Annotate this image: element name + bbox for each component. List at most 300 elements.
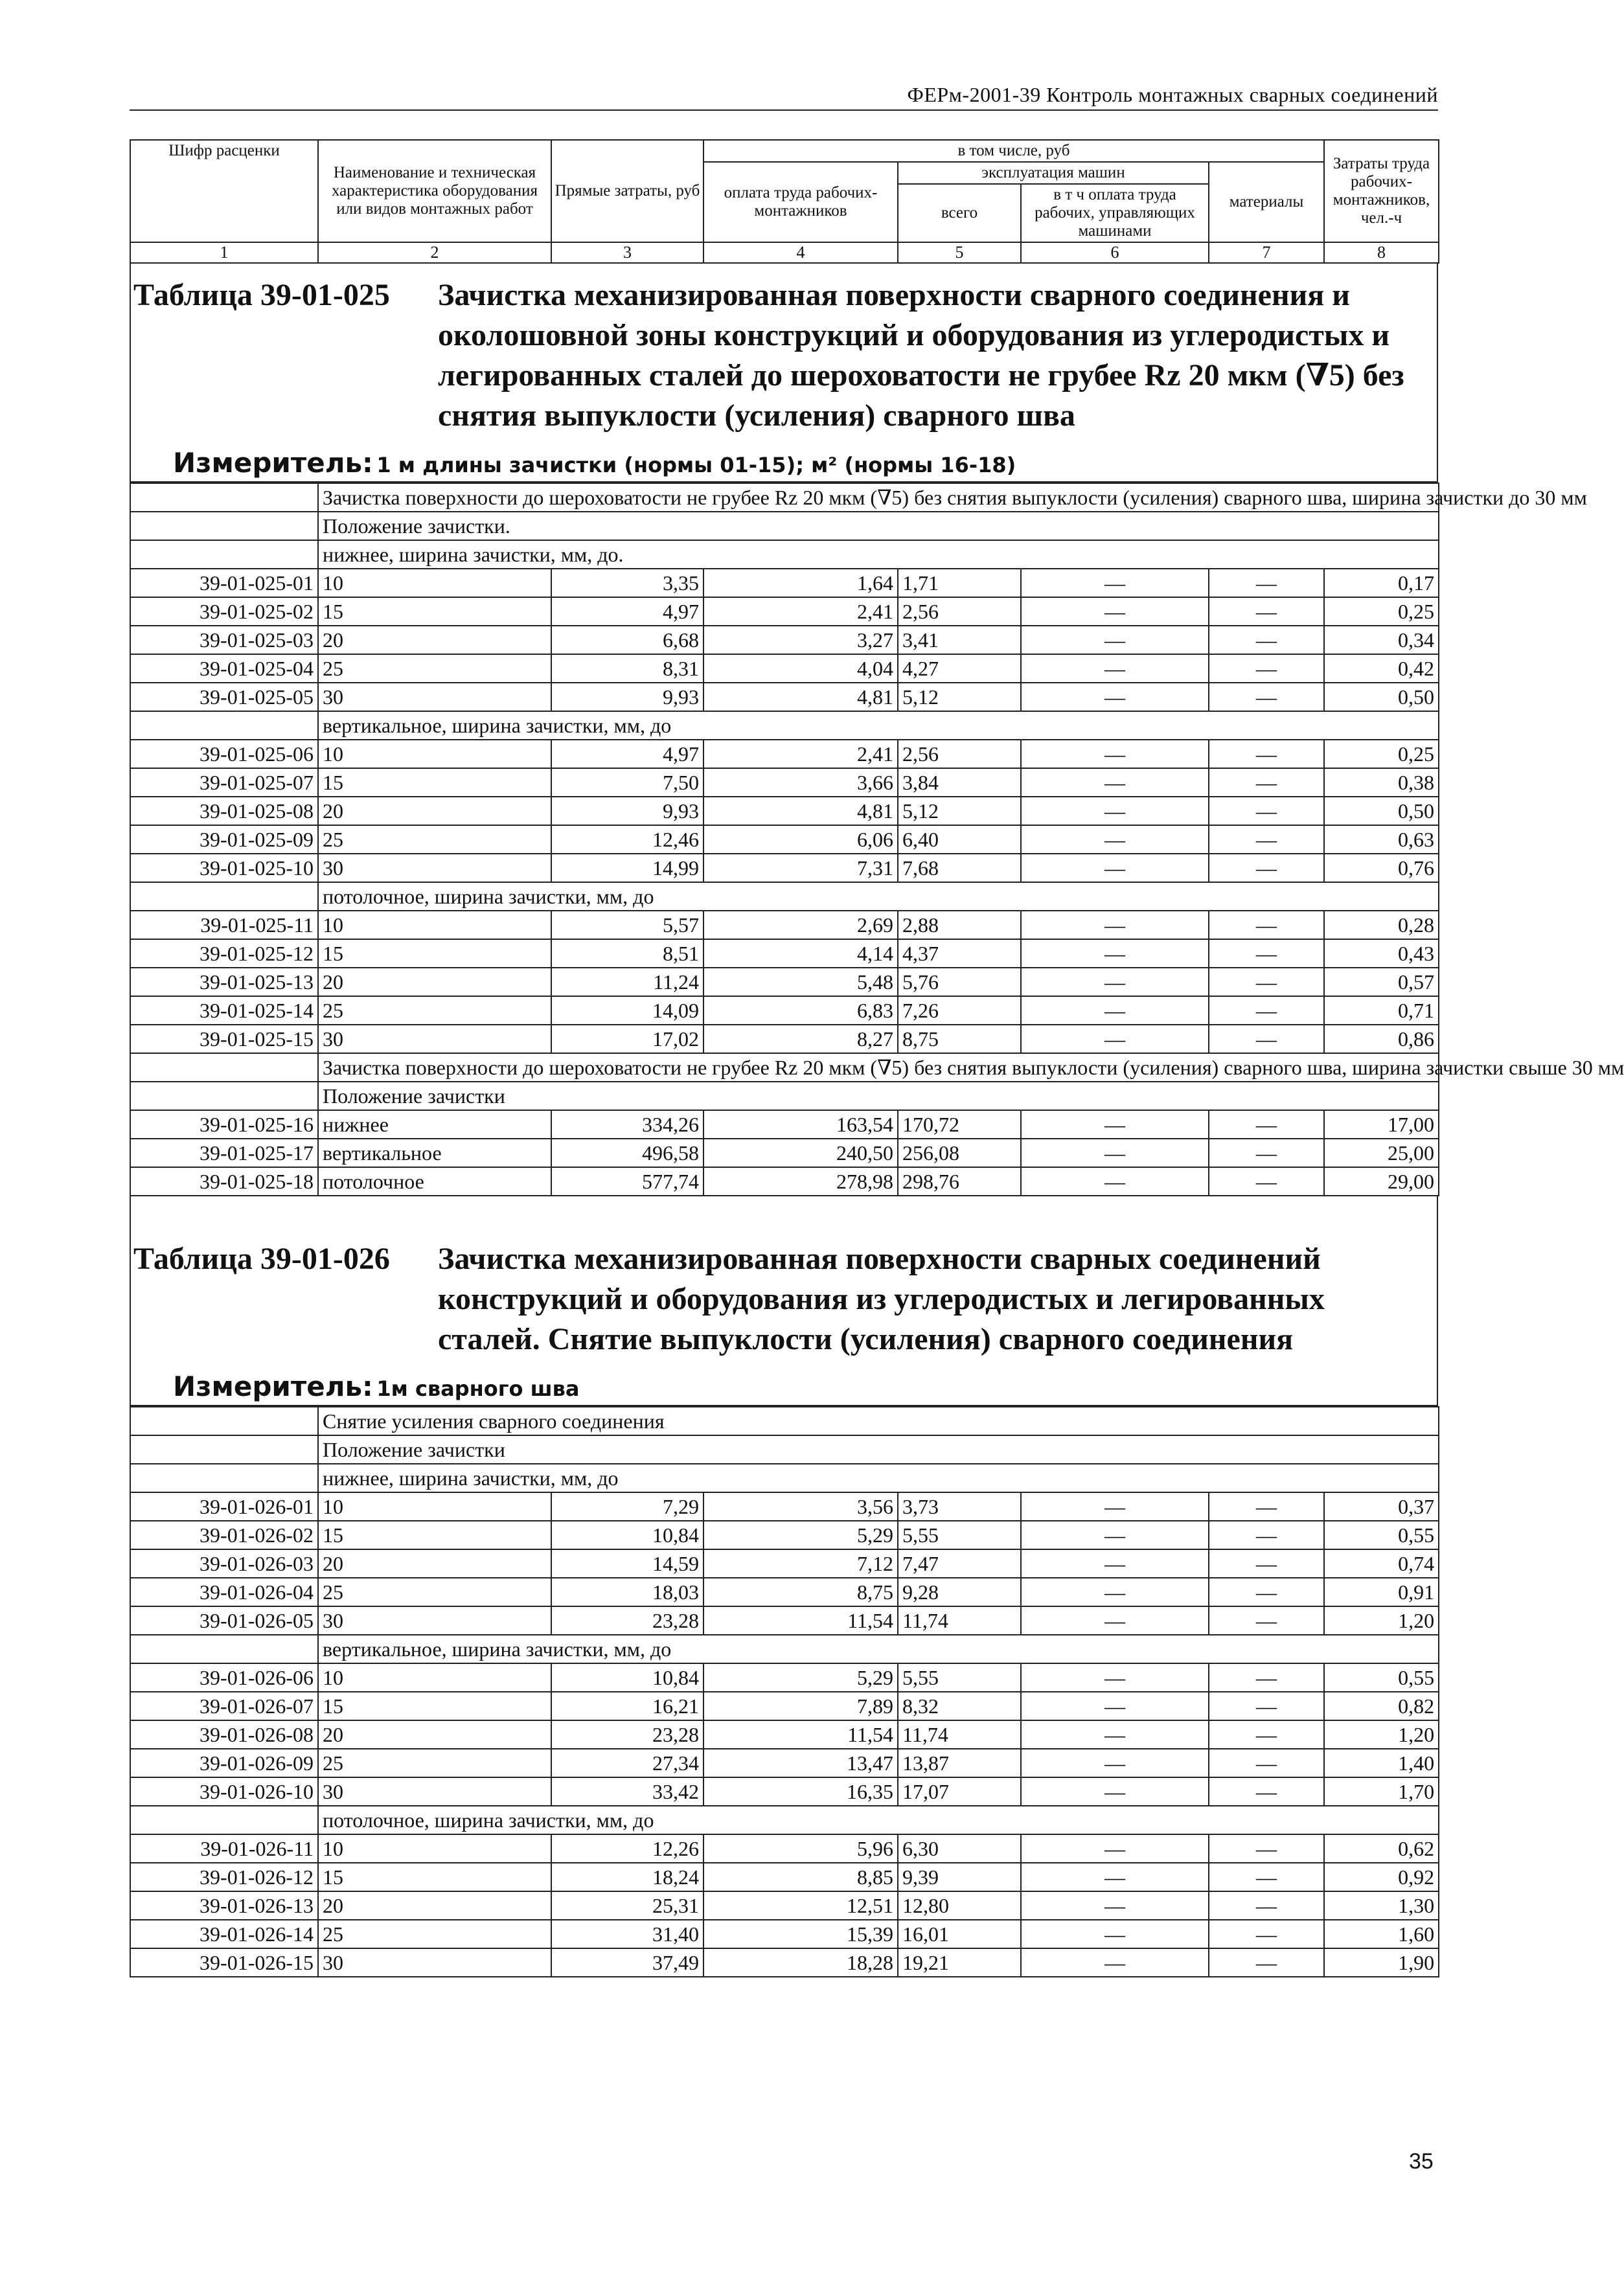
cell-name: 10 xyxy=(318,1834,551,1863)
table-row xyxy=(130,768,1439,797)
cell-wages: 4,81 xyxy=(703,797,898,825)
table-title-block xyxy=(130,1227,1438,1369)
cell-operator: — xyxy=(1021,1863,1209,1891)
cell-operator: — xyxy=(1021,911,1209,939)
cell-direct: 18,03 xyxy=(551,1578,703,1606)
col-total-header: всего xyxy=(898,184,1021,242)
section-heading-row xyxy=(130,483,1439,512)
cell-direct: 577,74 xyxy=(551,1167,703,1196)
cell-direct: 23,28 xyxy=(551,1720,703,1749)
cell-name: 30 xyxy=(318,1025,551,1053)
col-number: 6 xyxy=(1021,242,1209,263)
cell-materials: — xyxy=(1209,1167,1324,1196)
table-row xyxy=(130,597,1439,626)
cell-code: 39-01-026-10 xyxy=(130,1777,318,1806)
section-heading-row xyxy=(130,512,1439,540)
cell-wages: 3,27 xyxy=(703,626,898,654)
cell-materials: — xyxy=(1209,1920,1324,1948)
cell-name: нижнее xyxy=(318,1110,551,1139)
cell-name: 15 xyxy=(318,939,551,968)
cell-total: 5,55 xyxy=(898,1521,1021,1549)
section-heading: Зачистка поверхности до шероховатости не грубее Rz 20 мкм (∇5) без снятия выпуклости (усиления) сварного шва, ширина зачистки свыше 30 мм xyxy=(318,1053,1439,1082)
cell-labor: 0,25 xyxy=(1324,597,1439,626)
cell-operator: — xyxy=(1021,825,1209,854)
cell-materials: — xyxy=(1209,1948,1324,1977)
cell-name: 25 xyxy=(318,1749,551,1777)
cell-labor: 0,17 xyxy=(1324,569,1439,597)
measure-value: 1м сварного шва xyxy=(376,1376,580,1401)
cell-labor: 0,34 xyxy=(1324,626,1439,654)
cell-total: 12,80 xyxy=(898,1891,1021,1920)
cell-operator: — xyxy=(1021,654,1209,683)
cell-labor: 0,92 xyxy=(1324,1863,1439,1891)
cell-wages: 15,39 xyxy=(703,1920,898,1948)
cell-direct: 23,28 xyxy=(551,1606,703,1635)
cell-direct: 27,34 xyxy=(551,1749,703,1777)
cell-total: 19,21 xyxy=(898,1948,1021,1977)
cell-materials: — xyxy=(1209,1720,1324,1749)
cell-direct: 25,31 xyxy=(551,1891,703,1920)
cell-code: 39-01-026-02 xyxy=(130,1521,318,1549)
cell-direct: 5,57 xyxy=(551,911,703,939)
measure-label: Измеритель: xyxy=(173,447,373,479)
cell-total: 7,26 xyxy=(898,996,1021,1025)
cell-labor: 0,91 xyxy=(1324,1578,1439,1606)
blank-cell xyxy=(130,1407,318,1435)
cell-code: 39-01-026-14 xyxy=(130,1920,318,1948)
cell-direct: 14,99 xyxy=(551,854,703,882)
blank-cell xyxy=(130,1082,318,1110)
cell-labor: 17,00 xyxy=(1324,1110,1439,1139)
cell-materials: — xyxy=(1209,626,1324,654)
cell-code: 39-01-026-07 xyxy=(130,1692,318,1720)
blank-cell xyxy=(130,1053,318,1082)
cell-labor: 0,86 xyxy=(1324,1025,1439,1053)
cell-labor: 1,70 xyxy=(1324,1777,1439,1806)
cell-name: 20 xyxy=(318,797,551,825)
section-heading-row xyxy=(130,711,1439,740)
cell-materials: — xyxy=(1209,968,1324,996)
col-number: 1 xyxy=(130,242,318,263)
section-heading-row xyxy=(130,882,1439,911)
table-row xyxy=(130,1834,1439,1863)
cell-labor: 1,40 xyxy=(1324,1749,1439,1777)
col-number: 8 xyxy=(1324,242,1439,263)
cell-total: 8,32 xyxy=(898,1692,1021,1720)
cell-total: 9,39 xyxy=(898,1863,1021,1891)
col-including-header: в том числе, руб xyxy=(703,140,1324,162)
cell-code: 39-01-025-08 xyxy=(130,797,318,825)
measure-line xyxy=(130,445,1438,483)
cell-operator: — xyxy=(1021,1834,1209,1863)
cell-wages: 12,51 xyxy=(703,1891,898,1920)
cell-wages: 8,27 xyxy=(703,1025,898,1053)
table-gap xyxy=(130,1196,1438,1227)
measure-label: Измеритель: xyxy=(173,1371,373,1402)
cell-materials: — xyxy=(1209,854,1324,882)
cell-labor: 1,20 xyxy=(1324,1720,1439,1749)
cell-labor: 0,28 xyxy=(1324,911,1439,939)
cell-labor: 0,74 xyxy=(1324,1549,1439,1578)
cell-direct: 17,02 xyxy=(551,1025,703,1053)
col-number: 7 xyxy=(1209,242,1324,263)
cell-wages: 8,75 xyxy=(703,1578,898,1606)
cell-name: 15 xyxy=(318,1521,551,1549)
cell-labor: 0,38 xyxy=(1324,768,1439,797)
col-operation-header: эксплуатация машин xyxy=(898,162,1209,184)
cell-direct: 9,93 xyxy=(551,683,703,711)
cell-materials: — xyxy=(1209,825,1324,854)
cell-name: потолочное xyxy=(318,1167,551,1196)
cell-direct: 7,29 xyxy=(551,1492,703,1521)
section-heading: Положение зачистки. xyxy=(318,512,1439,540)
cell-name: 20 xyxy=(318,1720,551,1749)
cell-operator: — xyxy=(1021,1606,1209,1635)
cell-total: 2,88 xyxy=(898,911,1021,939)
cell-operator: — xyxy=(1021,939,1209,968)
cell-total: 8,75 xyxy=(898,1025,1021,1053)
table-row xyxy=(130,1948,1439,1977)
blank-cell xyxy=(130,1435,318,1464)
cell-labor: 25,00 xyxy=(1324,1139,1439,1167)
cell-total: 13,87 xyxy=(898,1749,1021,1777)
col-code-header: Шифр расценки xyxy=(130,140,318,242)
cell-wages: 5,48 xyxy=(703,968,898,996)
cell-operator: — xyxy=(1021,597,1209,626)
cell-wages: 5,29 xyxy=(703,1663,898,1692)
cell-labor: 0,71 xyxy=(1324,996,1439,1025)
col-direct-header: Прямые затраты, руб xyxy=(551,140,703,242)
cell-labor: 1,30 xyxy=(1324,1891,1439,1920)
cell-operator: — xyxy=(1021,996,1209,1025)
cell-materials: — xyxy=(1209,1663,1324,1692)
cell-labor: 0,37 xyxy=(1324,1492,1439,1521)
cell-wages: 5,96 xyxy=(703,1834,898,1863)
cell-wages: 1,64 xyxy=(703,569,898,597)
cell-total: 298,76 xyxy=(898,1167,1021,1196)
cell-name: 15 xyxy=(318,1692,551,1720)
section-heading-row xyxy=(130,1806,1439,1834)
table-row xyxy=(130,968,1439,996)
table-row xyxy=(130,1139,1439,1167)
cell-materials: — xyxy=(1209,996,1324,1025)
cell-materials: — xyxy=(1209,1025,1324,1053)
cell-code: 39-01-026-05 xyxy=(130,1606,318,1635)
cell-total: 9,28 xyxy=(898,1578,1021,1606)
column-header-table xyxy=(130,139,1439,264)
cell-direct: 10,84 xyxy=(551,1521,703,1549)
table-title: Зачистка механизированная поверхности сварных соединений конструкций и оборудования из углеродистых и легированных сталей. Снятие выпуклости (усиления) сварного соединения xyxy=(438,1242,1325,1356)
cell-labor: 0,63 xyxy=(1324,825,1439,854)
cell-name: 25 xyxy=(318,1920,551,1948)
table-title: Зачистка механизированная поверхности сварного соединения и околошовной зоны конструкций и оборудования из углеродистых и легированных сталей до шероховатости не грубее Rz 20 мкм (∇5) без снятия выпуклости (усиления) сварного шва xyxy=(438,278,1404,433)
section-heading-row xyxy=(130,1053,1439,1082)
cell-materials: — xyxy=(1209,569,1324,597)
cell-direct: 33,42 xyxy=(551,1777,703,1806)
table-row xyxy=(130,1110,1439,1139)
table-row xyxy=(130,825,1439,854)
cell-wages: 8,85 xyxy=(703,1863,898,1891)
cell-name: 30 xyxy=(318,854,551,882)
cell-total: 5,12 xyxy=(898,797,1021,825)
cell-direct: 12,26 xyxy=(551,1834,703,1863)
cell-labor: 0,62 xyxy=(1324,1834,1439,1863)
cell-code: 39-01-025-17 xyxy=(130,1139,318,1167)
cell-code: 39-01-026-11 xyxy=(130,1834,318,1863)
cell-wages: 4,81 xyxy=(703,683,898,711)
cell-labor: 0,76 xyxy=(1324,854,1439,882)
table-row xyxy=(130,1777,1439,1806)
cell-code: 39-01-025-04 xyxy=(130,654,318,683)
cell-code: 39-01-026-04 xyxy=(130,1578,318,1606)
cell-wages: 278,98 xyxy=(703,1167,898,1196)
cell-code: 39-01-025-13 xyxy=(130,968,318,996)
cell-direct: 11,24 xyxy=(551,968,703,996)
cell-code: 39-01-025-12 xyxy=(130,939,318,968)
cell-operator: — xyxy=(1021,1663,1209,1692)
table-row xyxy=(130,1025,1439,1053)
table-row xyxy=(130,1749,1439,1777)
cell-total: 11,74 xyxy=(898,1720,1021,1749)
table-row xyxy=(130,654,1439,683)
section-heading-row xyxy=(130,1407,1439,1435)
cell-direct: 10,84 xyxy=(551,1663,703,1692)
col-number: 2 xyxy=(318,242,551,263)
table-row xyxy=(130,797,1439,825)
cell-wages: 5,29 xyxy=(703,1521,898,1549)
section-heading: вертикальное, ширина зачистки, мм, до xyxy=(318,1635,1439,1663)
cell-wages: 16,35 xyxy=(703,1777,898,1806)
cell-materials: — xyxy=(1209,1777,1324,1806)
blank-cell xyxy=(130,512,318,540)
cell-direct: 3,35 xyxy=(551,569,703,597)
cell-code: 39-01-025-09 xyxy=(130,825,318,854)
cell-wages: 4,04 xyxy=(703,654,898,683)
cell-code: 39-01-025-10 xyxy=(130,854,318,882)
cell-materials: — xyxy=(1209,1139,1324,1167)
cell-name: вертикальное xyxy=(318,1139,551,1167)
table-row xyxy=(130,1521,1439,1549)
col-wages-header: оплата труда рабочих-монтажников xyxy=(703,162,898,242)
cell-total: 3,84 xyxy=(898,768,1021,797)
cell-code: 39-01-026-13 xyxy=(130,1891,318,1920)
cell-wages: 3,66 xyxy=(703,768,898,797)
cell-wages: 2,41 xyxy=(703,597,898,626)
cell-code: 39-01-025-06 xyxy=(130,740,318,768)
cell-labor: 0,50 xyxy=(1324,797,1439,825)
cell-wages: 7,31 xyxy=(703,854,898,882)
cell-operator: — xyxy=(1021,1692,1209,1720)
cell-code: 39-01-025-18 xyxy=(130,1167,318,1196)
cell-labor: 0,42 xyxy=(1324,654,1439,683)
cell-materials: — xyxy=(1209,768,1324,797)
cell-operator: — xyxy=(1021,768,1209,797)
section-heading-row xyxy=(130,1082,1439,1110)
blank-cell xyxy=(130,1464,318,1492)
cell-wages: 18,28 xyxy=(703,1948,898,1977)
cell-materials: — xyxy=(1209,1549,1324,1578)
cell-direct: 16,21 xyxy=(551,1692,703,1720)
cell-wages: 2,41 xyxy=(703,740,898,768)
cell-direct: 12,46 xyxy=(551,825,703,854)
page-number: 35 xyxy=(1409,2149,1434,2174)
cell-direct: 14,59 xyxy=(551,1549,703,1578)
cell-materials: — xyxy=(1209,1492,1324,1521)
cell-total: 2,56 xyxy=(898,597,1021,626)
cell-name: 20 xyxy=(318,968,551,996)
cell-code: 39-01-025-03 xyxy=(130,626,318,654)
cell-operator: — xyxy=(1021,1578,1209,1606)
table-row xyxy=(130,854,1439,882)
cell-materials: — xyxy=(1209,1578,1324,1606)
cell-direct: 4,97 xyxy=(551,597,703,626)
cell-wages: 7,12 xyxy=(703,1549,898,1578)
cell-direct: 496,58 xyxy=(551,1139,703,1167)
section-heading-row xyxy=(130,540,1439,569)
cell-direct: 8,51 xyxy=(551,939,703,968)
col-name-header: Наименование и техническая характеристика оборудования или видов монтажных работ xyxy=(318,140,551,242)
table-title-block xyxy=(130,264,1438,445)
cell-name: 20 xyxy=(318,626,551,654)
cell-name: 20 xyxy=(318,1891,551,1920)
cell-wages: 240,50 xyxy=(703,1139,898,1167)
cell-operator: — xyxy=(1021,854,1209,882)
cell-name: 30 xyxy=(318,683,551,711)
cell-direct: 7,50 xyxy=(551,768,703,797)
cell-wages: 6,06 xyxy=(703,825,898,854)
col-materials-header: материалы xyxy=(1209,162,1324,242)
section-heading: Положение зачистки xyxy=(318,1435,1439,1464)
col-number: 5 xyxy=(898,242,1021,263)
section-heading: нижнее, ширина зачистки, мм, до. xyxy=(318,540,1439,569)
cell-name: 15 xyxy=(318,1863,551,1891)
cell-total: 3,73 xyxy=(898,1492,1021,1521)
cell-materials: — xyxy=(1209,797,1324,825)
cell-name: 15 xyxy=(318,768,551,797)
cell-name: 10 xyxy=(318,911,551,939)
cell-name: 25 xyxy=(318,1578,551,1606)
cell-materials: — xyxy=(1209,1110,1324,1139)
cell-direct: 4,97 xyxy=(551,740,703,768)
blank-cell xyxy=(130,540,318,569)
table-row xyxy=(130,1891,1439,1920)
cell-name: 25 xyxy=(318,825,551,854)
cell-code: 39-01-025-16 xyxy=(130,1110,318,1139)
cell-operator: — xyxy=(1021,1720,1209,1749)
cell-code: 39-01-026-01 xyxy=(130,1492,318,1521)
cell-operator: — xyxy=(1021,1167,1209,1196)
cell-labor: 0,25 xyxy=(1324,740,1439,768)
cell-wages: 163,54 xyxy=(703,1110,898,1139)
cell-operator: — xyxy=(1021,1891,1209,1920)
section-heading-row xyxy=(130,1435,1439,1464)
cell-operator: — xyxy=(1021,968,1209,996)
rates-table xyxy=(130,1406,1439,1977)
section-heading: вертикальное, ширина зачистки, мм, до xyxy=(318,711,1439,740)
section-heading: нижнее, ширина зачистки, мм, до xyxy=(318,1464,1439,1492)
rates-table xyxy=(130,483,1624,1196)
cell-operator: — xyxy=(1021,1492,1209,1521)
cell-materials: — xyxy=(1209,1749,1324,1777)
cell-total: 5,55 xyxy=(898,1663,1021,1692)
cell-materials: — xyxy=(1209,654,1324,683)
cell-operator: — xyxy=(1021,1139,1209,1167)
cell-total: 16,01 xyxy=(898,1920,1021,1948)
cell-operator: — xyxy=(1021,1110,1209,1139)
table-row xyxy=(130,911,1439,939)
cell-labor: 0,55 xyxy=(1324,1521,1439,1549)
cell-materials: — xyxy=(1209,1692,1324,1720)
table-row xyxy=(130,569,1439,597)
cell-code: 39-01-025-02 xyxy=(130,597,318,626)
cell-operator: — xyxy=(1021,626,1209,654)
cell-wages: 7,89 xyxy=(703,1692,898,1720)
cell-total: 5,12 xyxy=(898,683,1021,711)
cell-direct: 18,24 xyxy=(551,1863,703,1891)
cell-operator: — xyxy=(1021,1521,1209,1549)
cell-operator: — xyxy=(1021,1777,1209,1806)
cell-materials: — xyxy=(1209,683,1324,711)
cell-code: 39-01-025-07 xyxy=(130,768,318,797)
blank-cell xyxy=(130,483,318,512)
cell-labor: 1,20 xyxy=(1324,1606,1439,1635)
cell-wages: 13,47 xyxy=(703,1749,898,1777)
table-row xyxy=(130,1549,1439,1578)
cell-code: 39-01-025-14 xyxy=(130,996,318,1025)
cell-materials: — xyxy=(1209,939,1324,968)
cell-total: 11,74 xyxy=(898,1606,1021,1635)
cell-operator: — xyxy=(1021,569,1209,597)
col-operator-wages-header: в т ч оплата труда рабочих, управляющих машинами xyxy=(1021,184,1209,242)
cell-code: 39-01-026-08 xyxy=(130,1720,318,1749)
table-row xyxy=(130,740,1439,768)
cell-labor: 0,43 xyxy=(1324,939,1439,968)
table-row xyxy=(130,996,1439,1025)
col-number: 3 xyxy=(551,242,703,263)
cell-wages: 3,56 xyxy=(703,1492,898,1521)
cell-labor: 0,55 xyxy=(1324,1663,1439,1692)
cell-direct: 334,26 xyxy=(551,1110,703,1139)
cell-total: 2,56 xyxy=(898,740,1021,768)
table-row xyxy=(130,939,1439,968)
cell-code: 39-01-026-06 xyxy=(130,1663,318,1692)
measure-value: 1 м длины зачистки (нормы 01-15); м² (нормы 16-18) xyxy=(376,453,1016,477)
cell-labor: 29,00 xyxy=(1324,1167,1439,1196)
blank-cell xyxy=(130,882,318,911)
table-label: Таблица 39-01-026 xyxy=(133,1242,390,1276)
cell-name: 20 xyxy=(318,1549,551,1578)
cell-materials: — xyxy=(1209,1606,1324,1635)
page-header: ФЕРм-2001-39 Контроль монтажных сварных соединений xyxy=(130,83,1438,111)
section-heading-row xyxy=(130,1464,1439,1492)
cell-code: 39-01-026-03 xyxy=(130,1549,318,1578)
cell-total: 4,37 xyxy=(898,939,1021,968)
cell-code: 39-01-026-12 xyxy=(130,1863,318,1891)
cell-materials: — xyxy=(1209,1863,1324,1891)
cell-total: 4,27 xyxy=(898,654,1021,683)
cell-code: 39-01-026-09 xyxy=(130,1749,318,1777)
cell-materials: — xyxy=(1209,1521,1324,1549)
cell-direct: 14,09 xyxy=(551,996,703,1025)
cell-materials: — xyxy=(1209,740,1324,768)
cell-total: 170,72 xyxy=(898,1110,1021,1139)
cell-direct: 6,68 xyxy=(551,626,703,654)
cell-total: 7,68 xyxy=(898,854,1021,882)
blank-cell xyxy=(130,1806,318,1834)
measure-line xyxy=(130,1369,1438,1406)
cell-name: 30 xyxy=(318,1777,551,1806)
cell-wages: 4,14 xyxy=(703,939,898,968)
